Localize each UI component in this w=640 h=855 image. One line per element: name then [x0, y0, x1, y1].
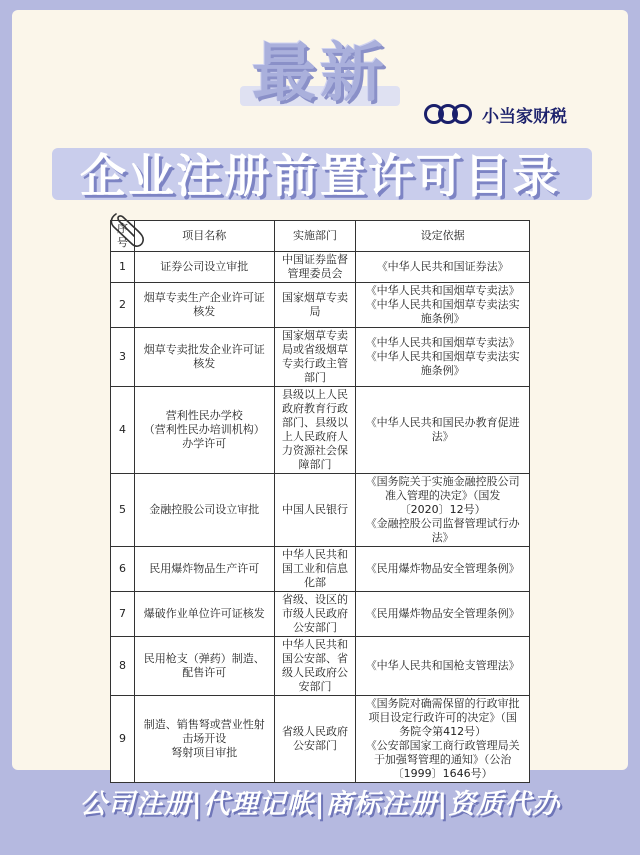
cell-dept: 县级以上人民 政府教育行政 部门、县级以 上人民政府人 力资源社会保 障部门 — [274, 387, 356, 474]
cell-name: 民用枪支（弹药）制造、 配售许可 — [134, 637, 274, 696]
page-title: 最新 — [252, 37, 388, 111]
table-row — [111, 283, 530, 328]
cell-name: 制造、销售弩或营业性射 击场开设 弩射项目审批 — [134, 696, 274, 783]
cell-dept: 省级、设区的 市级人民政府 公安部门 — [274, 592, 356, 637]
permit-table — [110, 220, 530, 783]
cell-basis: 《民用爆炸物品安全管理条例》 — [356, 592, 530, 637]
three-rings-icon — [424, 104, 466, 124]
cell-dept: 国家烟草专卖 局 — [274, 283, 356, 328]
cell-no: 8 — [111, 637, 135, 696]
table-header-row — [111, 221, 530, 252]
cell-name: 民用爆炸物品生产许可 — [134, 547, 274, 592]
cell-dept: 中国证券监督 管理委员会 — [274, 252, 356, 283]
cell-name: 金融控股公司设立审批 — [134, 474, 274, 547]
cell-no: 6 — [111, 547, 135, 592]
cell-no: 7 — [111, 592, 135, 637]
cell-no: 2 — [111, 283, 135, 328]
brand-name: 小当家财税 — [482, 106, 567, 127]
cell-no: 3 — [111, 328, 135, 387]
cell-basis: 《国务院关于实施金融控股公司 准入管理的决定》（国发 〔2020〕12号） 《金融控股公司监督管理试行办 法》 — [356, 474, 530, 547]
cell-name: 证券公司设立审批 — [134, 252, 274, 283]
cell-basis: 《中华人民共和国证券法》 — [356, 252, 530, 283]
cell-no: 1 — [111, 252, 135, 283]
header-dept: 实施部门 — [274, 221, 356, 252]
table-row — [111, 328, 530, 387]
cell-name: 烟草专卖批发企业许可证 核发 — [134, 328, 274, 387]
cell-dept: 省级人民政府 公安部门 — [274, 696, 356, 783]
cell-dept: 中国人民银行 — [274, 474, 356, 547]
cell-no: 4 — [111, 387, 135, 474]
table-row — [111, 592, 530, 637]
table-row — [111, 696, 530, 783]
header-no: 序号 — [111, 221, 135, 252]
cell-basis: 《中华人民共和国民办教育促进 法》 — [356, 387, 530, 474]
brand-badge — [424, 102, 567, 126]
cell-basis: 《中华人民共和国枪支管理法》 — [356, 637, 530, 696]
table-row — [111, 474, 530, 547]
table-row — [111, 252, 530, 283]
paper-clip-icon — [106, 208, 146, 250]
table-row — [111, 547, 530, 592]
cell-no: 5 — [111, 474, 135, 547]
cell-basis: 《中华人民共和国烟草专卖法》 《中华人民共和国烟草专卖法实 施条例》 — [356, 328, 530, 387]
cell-name: 营利性民办学校 （营利性民办培训机构） 办学许可 — [134, 387, 274, 474]
cell-dept: 国家烟草专卖 局或省级烟草 专卖行政主管 部门 — [274, 328, 356, 387]
header-name: 项目名称 — [134, 221, 274, 252]
table-row — [111, 387, 530, 474]
cell-dept: 中华人民共和 国公安部、省 级人民政府公 安部门 — [274, 637, 356, 696]
cell-basis: 《中华人民共和国烟草专卖法》 《中华人民共和国烟草专卖法实 施条例》 — [356, 283, 530, 328]
cell-basis: 《民用爆炸物品安全管理条例》 — [356, 547, 530, 592]
cell-basis: 《国务院对确需保留的行政审批 项目设定行政许可的决定》（国 务院令第412号） 《公安部国家工商行政管理局关 于加强弩管理的通知》（公治 〔1999〕1646号） — [356, 696, 530, 783]
header-basis: 设定依据 — [356, 221, 530, 252]
cell-name: 爆破作业单位许可证核发 — [134, 592, 274, 637]
footer-services: 公司注册|代理记帐|商标注册|资质代办 — [79, 789, 561, 820]
page-subtitle: 企业注册前置许可目录 — [80, 149, 560, 203]
cell-dept: 中华人民共和 国工业和信息 化部 — [274, 547, 356, 592]
table-row — [111, 637, 530, 696]
cell-name: 烟草专卖生产企业许可证 核发 — [134, 283, 274, 328]
cell-no: 9 — [111, 696, 135, 783]
